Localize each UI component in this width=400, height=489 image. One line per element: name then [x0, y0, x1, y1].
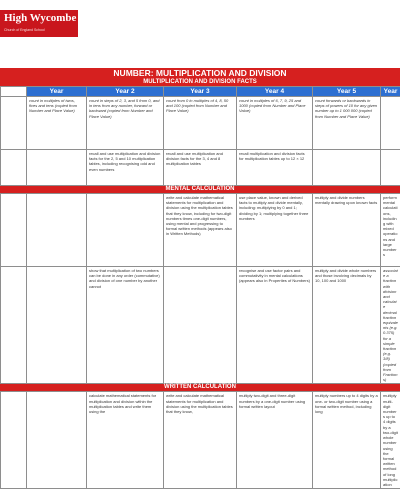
row-label-cell: [1, 150, 27, 186]
school-logo: [0, 10, 78, 37]
table-cell: count in multiples of 6, 7, 9, 25 and 1000 (copied from Number and Place Value): [237, 97, 313, 150]
row-label-cell: [1, 392, 27, 489]
curriculum-document: [0, 68, 400, 489]
logo-title: High Wycombe: [4, 12, 76, 24]
table-row: [1, 392, 400, 489]
table-cell: write and calculate mathematical statements for multiplication and division using the multiplication tables that they know,: [164, 392, 237, 489]
row-label-cell: [1, 194, 27, 267]
table-cell: recall and use multiplication and division facts for the 3, 4 and 8 multiplication tables: [164, 150, 237, 186]
table-cell: write and calculate mathematical statements for multiplication and division using the multiplication tables that they know, including for two-digit numbers times one-digit numbers, using mental and progressing to formal written methods (appears also in Written Methods): [164, 194, 237, 267]
table-cell: recognise and use factor pairs and commutativity in mental calculations (appears also in Properties of Numbers): [237, 267, 313, 384]
year-header: Year 2: [87, 87, 164, 97]
table-cell: multiply and divide whole numbers and those involving decimals by 10, 100 and 1000: [313, 267, 381, 384]
year-header-row: [1, 87, 400, 97]
table-cell: [313, 150, 381, 186]
table-cell: [27, 150, 87, 186]
table-cell: [381, 150, 400, 186]
table-cell: perform mental calculations, including with mixed operations and large numbers: [381, 194, 400, 267]
table-cell: [381, 97, 400, 150]
table-cell: count from 0 in multiples of 4, 8, 50 and 100 (copied from Number and Place Value): [164, 97, 237, 150]
table-cell: multiply two-digit and three-digit numbers by a one-digit number using formal written layout: [237, 392, 313, 489]
page-title: NUMBER: MULTIPLICATION AND DIVISION: [0, 68, 400, 79]
year-header: Year: [27, 87, 87, 97]
header-blank-cell: [1, 87, 27, 97]
table-cell: [27, 194, 87, 267]
table-cell: multiply numbers up to 4 digits by a one- or two-digit number using a formal written method, including long: [313, 392, 381, 489]
logo-subtitle: Church of England School: [4, 28, 45, 32]
year-header: Year: [381, 87, 400, 97]
row-label-cell: [1, 97, 27, 150]
table-cell: recall multiplication and division facts for multiplication tables up to 12 × 12: [237, 150, 313, 186]
table-cell: count in multiples of twos, fives and tens (copied from Number and Place Value): [27, 97, 87, 150]
table-row: [1, 194, 400, 267]
table-cell: [164, 267, 237, 384]
section-written-heading: WRITTEN CALCULATION: [0, 384, 400, 391]
table-cell: recall and use multiplication and division facts for the 2, 5 and 10 multiplication tables, including recognising odd and even numbers: [87, 150, 164, 186]
year-header: Year 3: [164, 87, 237, 97]
facts-table: [0, 86, 400, 186]
year-header: Year 5: [313, 87, 381, 97]
table-cell: count forwards or backwards in steps of powers of 10 for any given number up to 1 000 000 (copied from Number and Place Value): [313, 97, 381, 150]
table-cell: [27, 392, 87, 489]
table-row: [1, 150, 400, 186]
table-cell: multiply and divide numbers mentally drawing upon known facts: [313, 194, 381, 267]
table-cell: show that multiplication of two numbers can be done in any order (commutative) and division of one number by another cannot: [87, 267, 164, 384]
year-header: Year 4: [237, 87, 313, 97]
written-table: [0, 391, 400, 489]
section-facts-heading: MULTIPLICATION AND DIVISION FACTS: [0, 79, 400, 86]
table-row: [1, 97, 400, 150]
table-cell: multiply multi-digit numbers up to 4 digits by a two-digit whole number using the formal written method of long multiplication: [381, 392, 400, 489]
table-cell: count in steps of 2, 3, and 5 from 0, and in tens from any number, forward or backward (copied from Number and Place Value): [87, 97, 164, 150]
table-cell: [27, 267, 87, 384]
table-row: [1, 267, 400, 384]
mental-table: [0, 193, 400, 384]
table-cell: associate a fraction with division and calculate decimal fraction equivalents (e.g. 0.375) for a simple fraction (e.g. 3/8) (copied from Fractions): [381, 267, 400, 384]
table-cell: use place value, known and derived facts to multiply and divide mentally, including: multiplying by 0 and 1; dividing by 1; multiplying together three numbers: [237, 194, 313, 267]
section-mental-heading: MENTAL CALCULATION: [0, 186, 400, 193]
table-cell: [87, 194, 164, 267]
table-cell: calculate mathematical statements for multiplication and division within the multiplication tables and write them using the: [87, 392, 164, 489]
row-label-cell: [1, 267, 27, 384]
